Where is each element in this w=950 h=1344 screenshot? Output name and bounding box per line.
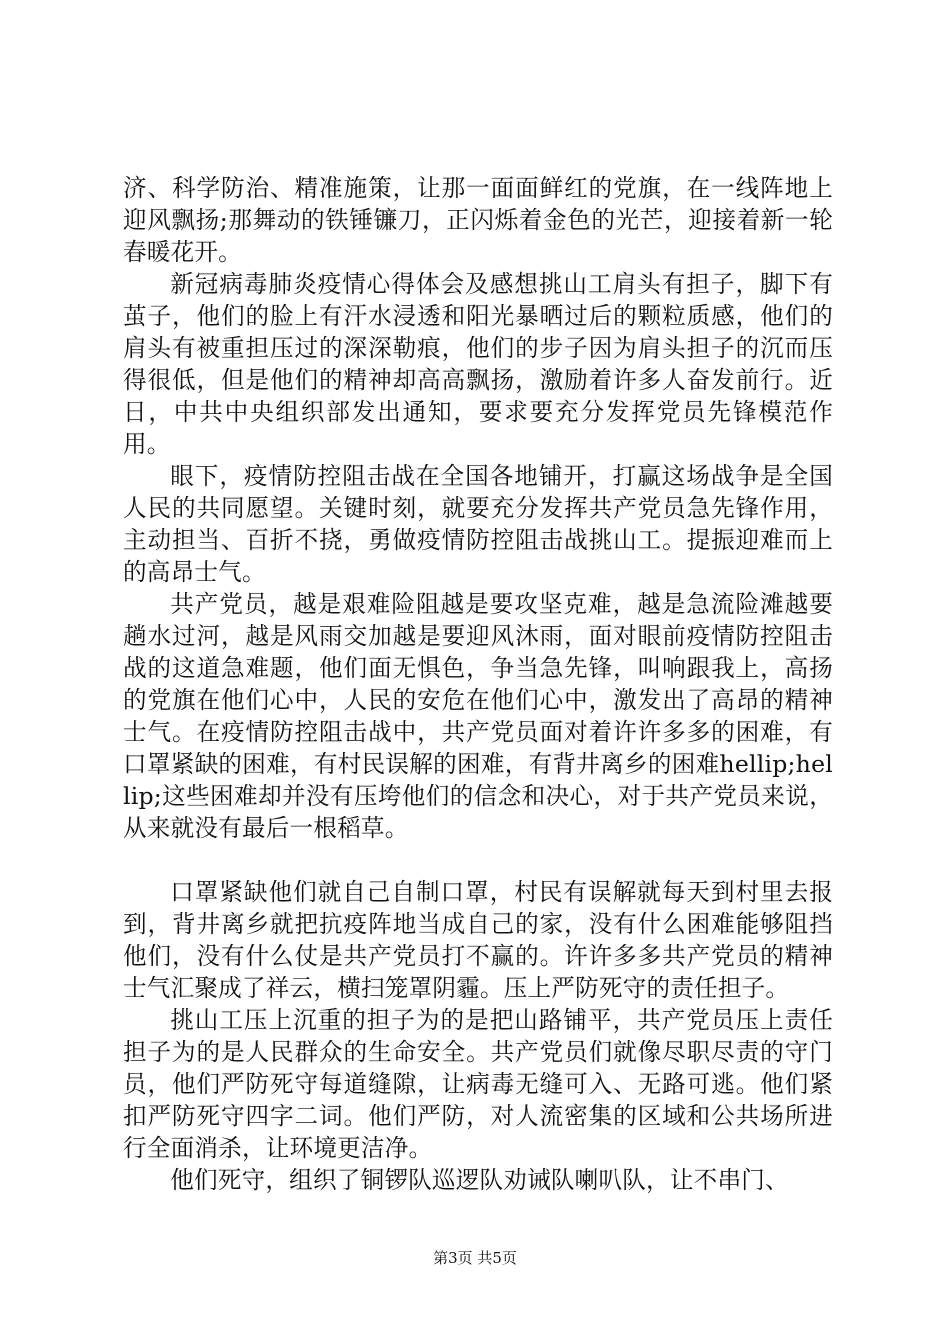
paragraph-2: 新冠病毒肺炎疫情心得体会及感想挑山工肩头有担子，脚下有茧子，他们的脸上有汗水浸透和阳光暴晒过后的颗粒质感，他们的肩头有被重担压过的深深勒痕，他们的步子因为肩头担子的沉而压得很低，但是他们的精神却高高飘扬，激励着许多人奋发前行。近日，中共中央组织部发出通知，要求要充分发挥党员先锋模范作用。 bbox=[123, 270, 833, 458]
paragraph-3: 眼下，疫情防控阻击战在全国各地铺开，打赢这场战争是全国人民的共同愿望。关键时刻，就要充分发挥共产党员急先锋作用，主动担当、百折不挠，勇做疫情防控阻击战挑山工。提振迎难而上的高昂士气。 bbox=[123, 462, 833, 586]
document-body bbox=[123, 172, 833, 1196]
paragraph-7: 他们死守，组织了铜锣队巡逻队劝诫队喇叭队，让不串门、 bbox=[170, 1166, 789, 1194]
paragraph-6: 挑山工压上沉重的担子为的是把山路铺平，共产党员压上责任担子为的是人民群众的生命安全。共产党员们就像尽职尽责的守门员，他们严防死守每道缝隙，让病毒无缝可入、无路可逃。他们紧扣严防死守四字二词。他们严防，对人流密集的区域和公共场所进行全面消杀，让环境更洁净。 bbox=[123, 1006, 833, 1162]
page-number-footer: 第3页 共5页 bbox=[433, 1249, 517, 1267]
paragraph-1: 济、科学防治、精准施策，让那一面面鲜红的党旗，在一线阵地上迎风飘扬;那舞动的铁锤镰刀，正闪烁着金色的光芒，迎接着新一轮春暖花开。 bbox=[123, 174, 833, 266]
paragraph-4: 共产党员，越是艰难险阻越是要攻坚克难，越是急流险滩越要趟水过河，越是风雨交加越是要迎风沐雨，面对眼前疫情防控阻击战的这道急难题，他们面无惧色，争当急先锋，叫响跟我上，高扬的党旗在他们心中，人民的安危在他们心中，激发出了高昂的精神士气。在疫情防控阻击战中，共产党员面对着许许多多的困难，有口罩紧缺的困难，有村民误解的困难，有背井离乡的困难hellip;hellip;这些困难却并没有压垮他们的信念和决心，对于共产党员来说，从来就没有最后一根稻草。 bbox=[123, 590, 833, 842]
paragraph-5: 口罩紧缺他们就自己自制口罩，村民有误解就每天到村里去报到，背井离乡就把抗疫阵地当成自己的家，没有什么困难能够阻挡他们，没有什么仗是共产党员打不赢的。许许多多共产党员的精神士气汇聚成了祥云，横扫笼罩阴霾。压上严防死守的责任担子。 bbox=[123, 878, 833, 1002]
